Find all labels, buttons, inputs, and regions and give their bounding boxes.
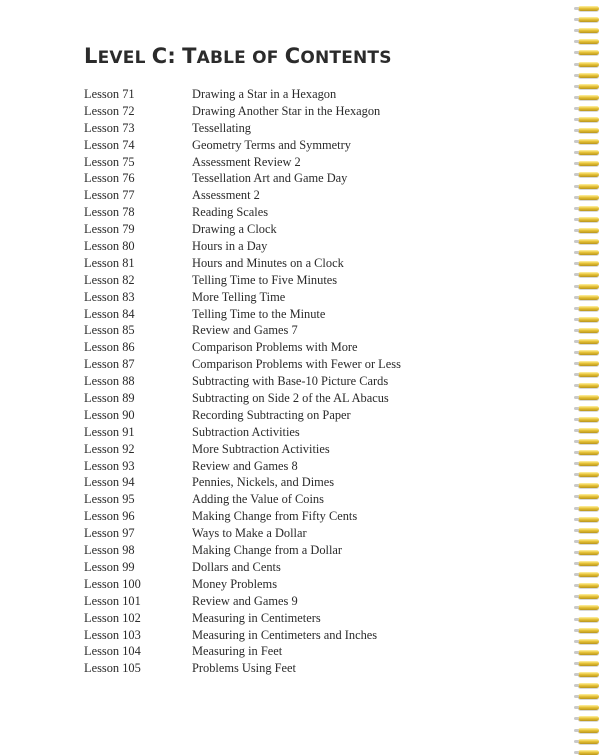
toc-row xyxy=(84,407,544,424)
spiral-coil xyxy=(578,6,599,11)
page-title xyxy=(84,44,392,68)
lesson-topic: Pennies, Nickels, and Dimes xyxy=(192,475,335,490)
toc-row xyxy=(84,289,544,306)
spiral-coil xyxy=(578,272,599,277)
lesson-topic: Subtraction Activities xyxy=(192,424,300,439)
spiral-coil xyxy=(578,184,599,189)
title-level-letter: C: xyxy=(151,44,176,68)
lesson-number: Lesson 95 xyxy=(84,492,135,507)
toc-row xyxy=(84,86,544,103)
spiral-coil xyxy=(578,62,599,67)
lesson-topic: Drawing a Star in a Hexagon xyxy=(192,87,337,101)
spiral-coil xyxy=(578,617,599,622)
lesson-number: Lesson 81 xyxy=(84,255,135,270)
toc-row xyxy=(84,474,544,491)
spiral-coil xyxy=(578,328,599,333)
spiral-coil xyxy=(578,128,599,133)
lesson-number: Lesson 91 xyxy=(84,424,135,439)
lesson-topic: Money Problems xyxy=(192,576,278,591)
spiral-coil xyxy=(578,628,599,633)
toc-row xyxy=(84,170,544,187)
lesson-topic: Ways to Make a Dollar xyxy=(192,526,307,541)
lesson-number: Lesson 76 xyxy=(84,171,135,186)
toc-row xyxy=(84,137,544,154)
toc-row xyxy=(84,238,544,255)
spiral-coil xyxy=(578,483,599,488)
lesson-number: Lesson 79 xyxy=(84,222,135,237)
lesson-topic: Assessment 2 xyxy=(192,188,260,203)
lesson-topic: Dollars and Cents xyxy=(192,559,281,574)
lesson-number: Lesson 80 xyxy=(84,239,135,254)
lesson-number: Lesson 105 xyxy=(84,661,141,676)
spiral-coil xyxy=(578,472,599,477)
spiral-coil xyxy=(578,95,599,100)
toc-row xyxy=(84,458,544,475)
lesson-topic: Comparison Problems with More xyxy=(192,340,358,355)
spiral-coil xyxy=(578,417,599,422)
spiral-coil xyxy=(578,683,599,688)
toc-row xyxy=(84,542,544,559)
toc-row xyxy=(84,306,544,323)
spiral-coil xyxy=(578,428,599,433)
spiral-coil xyxy=(578,339,599,344)
spiral-coil xyxy=(578,17,599,22)
spiral-coil xyxy=(578,228,599,233)
lesson-topic: Hours in a Day xyxy=(192,239,268,254)
spiral-coil xyxy=(578,84,599,89)
lesson-number: Lesson 99 xyxy=(84,559,135,574)
lesson-number: Lesson 100 xyxy=(84,576,141,591)
spiral-coil xyxy=(578,250,599,255)
title-level-rest: EVEL xyxy=(97,48,146,68)
lesson-number: Lesson 89 xyxy=(84,391,135,406)
lesson-number: Lesson 78 xyxy=(84,205,135,220)
spiral-coil xyxy=(578,594,599,599)
spiral-coil xyxy=(578,605,599,610)
spiral-coil xyxy=(578,650,599,655)
toc-row xyxy=(84,643,544,660)
toc-row xyxy=(84,103,544,120)
lesson-topic: Drawing a Clock xyxy=(192,222,277,237)
spiral-coil xyxy=(578,506,599,511)
toc-row xyxy=(84,424,544,441)
lesson-number: Lesson 71 xyxy=(84,87,135,101)
lesson-topic: Problems Using Feet xyxy=(192,661,296,676)
spiral-coil xyxy=(578,494,599,499)
lesson-number: Lesson 93 xyxy=(84,458,135,473)
spiral-binding xyxy=(574,0,600,752)
spiral-coil xyxy=(578,172,599,177)
lesson-number: Lesson 103 xyxy=(84,627,141,642)
toc-row xyxy=(84,610,544,627)
spiral-coil xyxy=(578,716,599,721)
lesson-number: Lesson 72 xyxy=(84,103,135,118)
lesson-number: Lesson 94 xyxy=(84,475,135,490)
lesson-number: Lesson 85 xyxy=(84,323,135,338)
lesson-number: Lesson 74 xyxy=(84,137,135,152)
spiral-coil xyxy=(578,217,599,222)
spiral-coil xyxy=(578,561,599,566)
toc-row xyxy=(84,187,544,204)
spiral-coil xyxy=(578,705,599,710)
lesson-topic: Drawing Another Star in the Hexagon xyxy=(192,103,381,118)
toc-row xyxy=(84,204,544,221)
lesson-number: Lesson 73 xyxy=(84,120,135,135)
toc-row xyxy=(84,508,544,525)
lesson-topic: Review and Games 8 xyxy=(192,458,298,473)
lesson-topic: Tessellation Art and Game Day xyxy=(192,171,348,186)
toc-row xyxy=(84,441,544,458)
toc-row xyxy=(84,339,544,356)
title-table-initial: T xyxy=(182,44,197,68)
spiral-coil xyxy=(578,306,599,311)
lesson-number: Lesson 98 xyxy=(84,543,135,558)
spiral-coil xyxy=(578,517,599,522)
spiral-coil xyxy=(578,372,599,377)
spiral-coil xyxy=(578,139,599,144)
spiral-coil xyxy=(578,450,599,455)
title-contents-initial: C xyxy=(284,44,301,68)
spiral-coil xyxy=(578,206,599,211)
spiral-coil xyxy=(578,106,599,111)
spiral-coil xyxy=(578,261,599,266)
spiral-coil xyxy=(578,406,599,411)
lesson-topic: Review and Games 7 xyxy=(192,323,298,338)
lesson-number: Lesson 101 xyxy=(84,593,141,608)
lesson-topic: Making Change from Fifty Cents xyxy=(192,509,358,524)
lesson-number: Lesson 90 xyxy=(84,407,135,422)
toc-row xyxy=(84,120,544,137)
lesson-topic: Comparison Problems with Fewer or Less xyxy=(192,357,401,372)
spiral-coil xyxy=(578,317,599,322)
spiral-coil xyxy=(578,728,599,733)
spiral-coil xyxy=(578,395,599,400)
lesson-number: Lesson 77 xyxy=(84,188,135,203)
toc-row xyxy=(84,373,544,390)
lesson-topic: Reading Scales xyxy=(192,205,269,220)
spiral-coil xyxy=(578,117,599,122)
spiral-coil xyxy=(578,694,599,699)
toc-row xyxy=(84,221,544,238)
toc-row xyxy=(84,576,544,593)
toc-row xyxy=(84,322,544,339)
lesson-topic: Measuring in Centimeters xyxy=(192,610,321,625)
lesson-topic: Tessellating xyxy=(192,120,252,135)
lesson-topic: Subtracting with Base-10 Picture Cards xyxy=(192,374,389,389)
title-table-rest: ABLE OF xyxy=(196,48,279,68)
lesson-topic: Measuring in Centimeters and Inches xyxy=(192,627,378,642)
toc-row xyxy=(84,255,544,272)
toc-row xyxy=(84,660,544,677)
toc-row xyxy=(84,627,544,644)
toc-row xyxy=(84,525,544,542)
lesson-number: Lesson 82 xyxy=(84,272,135,287)
lesson-topic: Geometry Terms and Symmetry xyxy=(192,137,351,152)
title-contents-rest: ONTENTS xyxy=(300,48,392,68)
spiral-coil xyxy=(578,583,599,588)
toc-row xyxy=(84,356,544,373)
spiral-coil xyxy=(578,383,599,388)
toc-row xyxy=(84,559,544,576)
spiral-coil xyxy=(578,672,599,677)
lesson-number: Lesson 84 xyxy=(84,306,135,321)
spiral-coil xyxy=(578,239,599,244)
lesson-number: Lesson 86 xyxy=(84,340,135,355)
title-level-initial: L xyxy=(84,44,98,68)
toc-row xyxy=(84,593,544,610)
spiral-coil xyxy=(578,284,599,289)
spiral-coil xyxy=(578,572,599,577)
lesson-number: Lesson 96 xyxy=(84,509,135,524)
lesson-number: Lesson 104 xyxy=(84,644,141,659)
lesson-topic: Recording Subtracting on Paper xyxy=(192,407,351,422)
spiral-coil xyxy=(578,639,599,644)
toc-row xyxy=(84,491,544,508)
spiral-coil xyxy=(578,528,599,533)
spiral-coil xyxy=(578,50,599,55)
spiral-coil xyxy=(578,461,599,466)
toc-row xyxy=(84,390,544,407)
lesson-topic: Telling Time to Five Minutes xyxy=(192,272,338,287)
spiral-coil xyxy=(578,28,599,33)
spiral-coil xyxy=(578,539,599,544)
lesson-topic: Telling Time to the Minute xyxy=(192,306,326,321)
spiral-coil xyxy=(578,361,599,366)
spiral-coil xyxy=(578,550,599,555)
lesson-number: Lesson 75 xyxy=(84,154,135,169)
lesson-topic: Review and Games 9 xyxy=(192,593,298,608)
lesson-topic: Measuring in Feet xyxy=(192,644,283,659)
spiral-coil xyxy=(578,161,599,166)
lesson-number: Lesson 83 xyxy=(84,289,135,304)
lesson-topic: Hours and Minutes on a Clock xyxy=(192,255,344,270)
spiral-coil xyxy=(578,350,599,355)
lesson-topic: More Telling Time xyxy=(192,289,286,304)
lesson-number: Lesson 102 xyxy=(84,610,141,625)
lesson-number: Lesson 88 xyxy=(84,374,135,389)
spiral-coil xyxy=(578,295,599,300)
spiral-coil xyxy=(578,739,599,744)
lesson-topic: Making Change from a Dollar xyxy=(192,543,343,558)
lesson-topic: Subtracting on Side 2 of the AL Abacus xyxy=(192,391,389,406)
lesson-topic: More Subtraction Activities xyxy=(192,441,330,456)
spiral-coil xyxy=(578,195,599,200)
spiral-coil xyxy=(578,150,599,155)
spiral-coil xyxy=(578,73,599,78)
spiral-coil xyxy=(578,750,599,755)
lesson-number: Lesson 87 xyxy=(84,357,135,372)
spiral-coil xyxy=(578,439,599,444)
toc-row xyxy=(84,154,544,171)
spiral-coil xyxy=(578,661,599,666)
lesson-number: Lesson 92 xyxy=(84,441,135,456)
lesson-number: Lesson 97 xyxy=(84,526,135,541)
table-of-contents xyxy=(84,86,544,677)
lesson-topic: Adding the Value of Coins xyxy=(192,492,324,507)
lesson-topic: Assessment Review 2 xyxy=(192,154,301,169)
toc-row xyxy=(84,272,544,289)
spiral-coil xyxy=(578,39,599,44)
